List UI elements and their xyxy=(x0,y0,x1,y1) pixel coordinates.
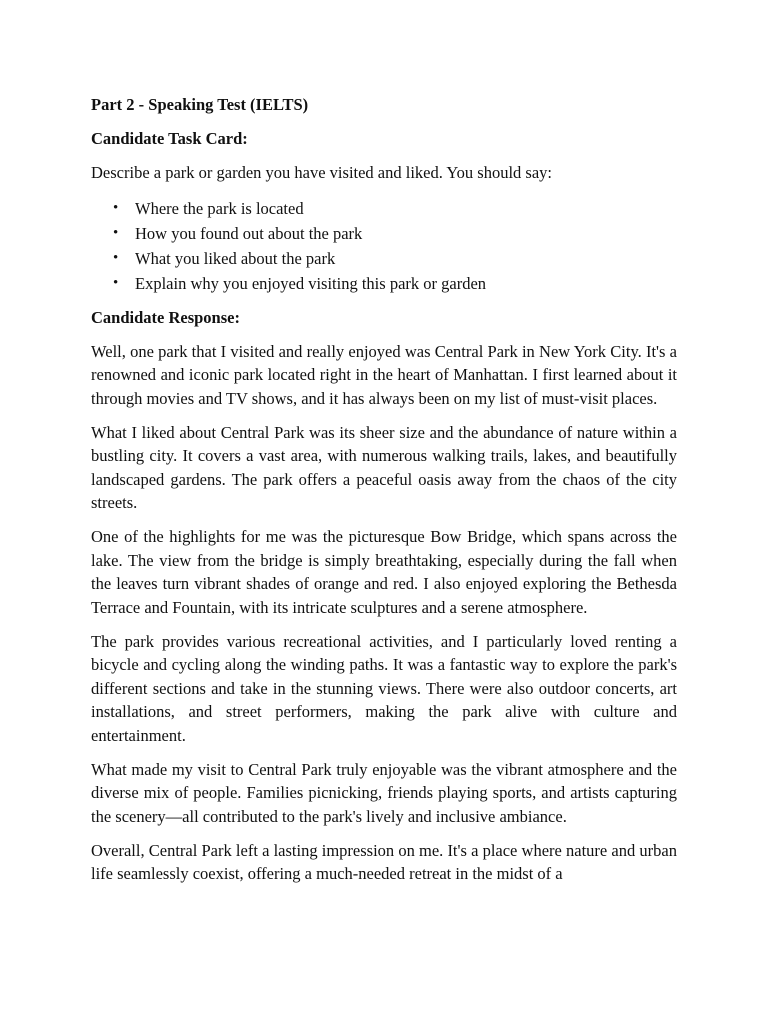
list-item xyxy=(91,196,677,221)
response-paragraph: Well, one park that I visited and really enjoyed was Central Park in New York City. It's a renowned and iconic park located right in the heart of Manhattan. I first learned about it through movies and TV shows, and it has always been on my list of must-visit places. xyxy=(91,341,677,408)
list-item xyxy=(91,271,677,296)
bullet-icon: • xyxy=(113,199,119,216)
bullet-icon: • xyxy=(113,224,119,241)
bullet-text: Explain why you enjoyed visiting this park or garden xyxy=(135,273,487,293)
response-paragraph: One of the highlights for me was the picturesque Bow Bridge, which spans across the lake. The view from the bridge is simply breathtaking, especially during the fall when the leaves turn vibrant shades of orange and red. I also enjoyed exploring the Bethesda Terrace and Fountain, with its intricate sculptures and a serene atmosphere. xyxy=(91,527,677,617)
response-paragraph: Overall, Central Park left a lasting impression on me. It's a place where nature and urban life seamlessly coexist, offering a much-needed retreat in the midst of a xyxy=(91,840,677,883)
bullet-text: Where the park is located xyxy=(135,198,304,218)
list-item xyxy=(91,246,677,271)
bullet-icon: • xyxy=(113,249,119,266)
document-content xyxy=(91,93,677,896)
bullet-icon: • xyxy=(113,274,119,291)
response-heading: Candidate Response: xyxy=(91,307,240,327)
task-bullet-list xyxy=(91,196,677,296)
bullet-text: What you liked about the park xyxy=(135,248,336,268)
bullet-text: How you found out about the park xyxy=(135,223,363,243)
response-paragraph: What made my visit to Central Park truly enjoyable was the vibrant atmosphere and the diverse mix of people. Families picnicking, friends playing sports, and artists capturing the scenery—all contributed to the park's lively and inclusive ambiance. xyxy=(91,759,677,826)
response-paragraph: The park provides various recreational activities, and I particularly loved renting a bicycle and cycling along the winding paths. It was a fantastic way to explore the park's different sections and take in the stunning views. There were also outdoor concerts, art installations, and street performers, making the park alive with culture and entertainment. xyxy=(91,631,677,745)
task-card-heading: Candidate Task Card: xyxy=(91,129,248,148)
task-prompt: Describe a park or garden you have visited and liked. You should say: xyxy=(91,163,552,182)
response-paragraph: What I liked about Central Park was its sheer size and the abundance of nature within a bustling city. It covers a vast area, with numerous walking trails, lakes, and beautifully landscaped gardens. The park offers a peaceful oasis away from the chaos of the city streets. xyxy=(91,422,677,512)
list-item xyxy=(91,221,677,246)
document-title: Part 2 - Speaking Test (IELTS) xyxy=(91,95,309,114)
